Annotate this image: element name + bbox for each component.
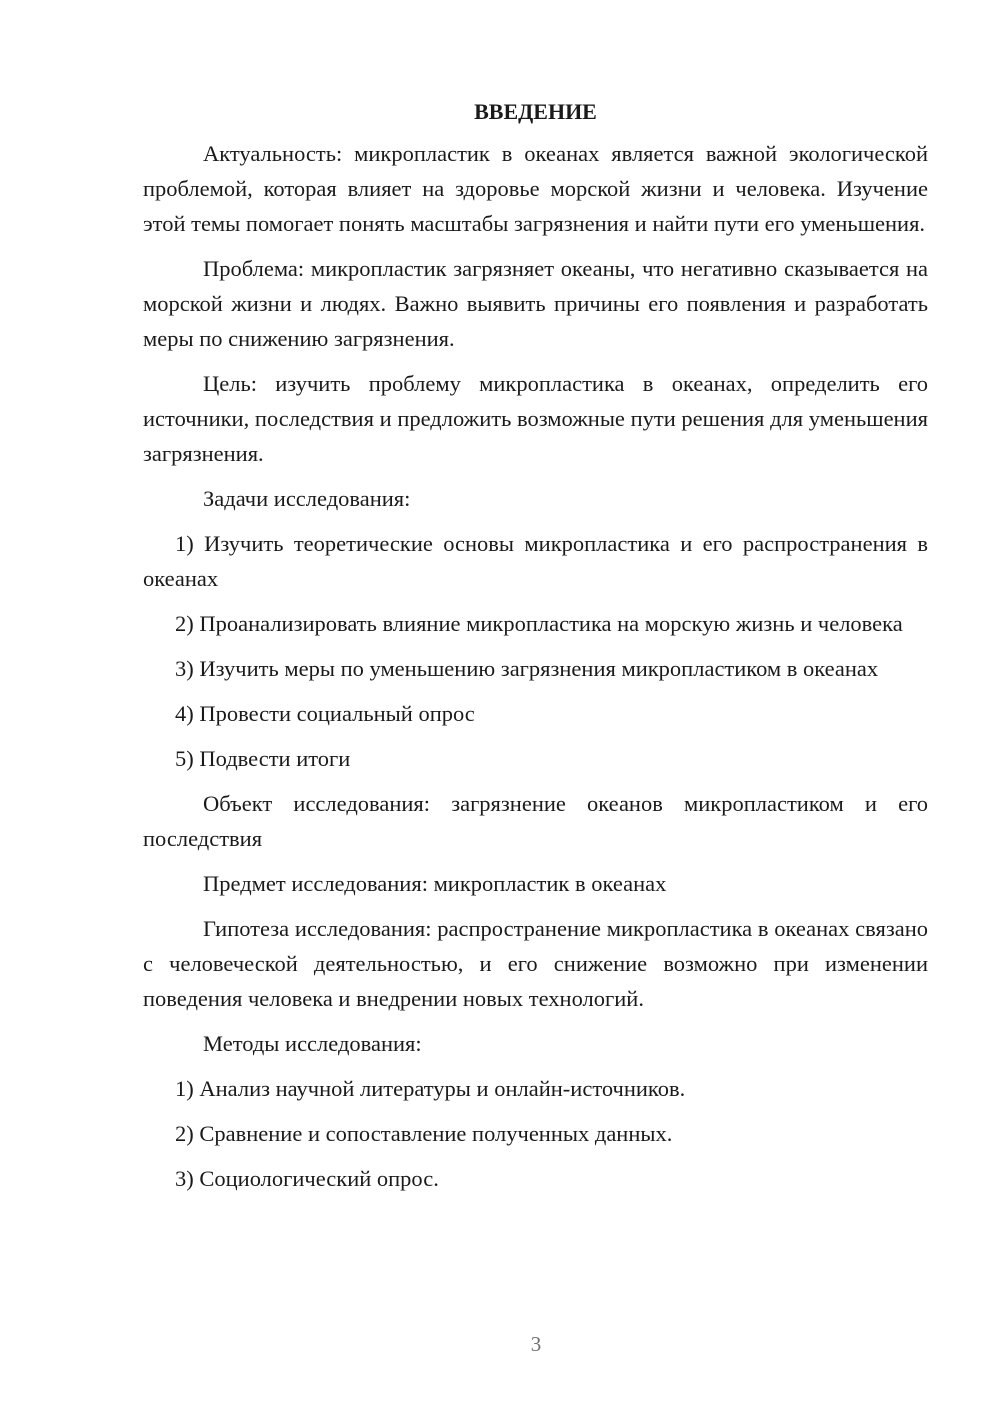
task-item-4: 4) Провести социальный опрос bbox=[175, 701, 475, 726]
paragraph-goal: Цель: изучить проблему микропластика в океанах, определить его источники, последствия и предложить возможные пути решения для уменьшения загрязнения. bbox=[143, 371, 928, 466]
paragraph-problem: Проблема: микропластик загрязняет океаны, что негативно сказывается на морской жизни и людях. Важно выявить причины его появления и разработать меры по снижению загрязнения. bbox=[143, 256, 928, 351]
paragraph-subject: Предмет исследования: микропластик в океанах bbox=[203, 871, 667, 896]
section-title: ВВЕДЕНИЕ bbox=[474, 99, 597, 124]
method-item-2: 2) Сравнение и сопоставление полученных данных. bbox=[175, 1121, 673, 1146]
paragraph-tasks-heading: Задачи исследования: bbox=[203, 486, 411, 511]
method-item-1: 1) Анализ научной литературы и онлайн-источников. bbox=[175, 1076, 686, 1101]
page-number: 3 bbox=[530, 1332, 542, 1356]
document-body bbox=[143, 96, 928, 1206]
paragraph-hypothesis: Гипотеза исследования: распространение микропластика в океанах связано с человеческой деятельностью, и его снижение возможно при изменении поведения человека и внедрении новых технологий. bbox=[143, 916, 928, 1011]
task-item-1: 1) Изучить теоретические основы микропластика и его распространения в океанах bbox=[143, 531, 928, 591]
paragraph-methods-heading: Методы исследования: bbox=[203, 1031, 422, 1056]
method-item-3: 3) Социологический опрос. bbox=[175, 1166, 439, 1191]
paragraph-object: Объект исследования: загрязнение океанов микропластиком и его последствия bbox=[143, 791, 928, 851]
task-item-3: 3) Изучить меры по уменьшению загрязнения микропластиком в океанах bbox=[175, 656, 879, 681]
task-item-2: 2) Проанализировать влияние микропластика на морскую жизнь и человека bbox=[175, 611, 903, 636]
task-item-5: 5) Подвести итоги bbox=[175, 746, 351, 771]
paragraph-relevance: Актуальность: микропластик в океанах является важной экологической проблемой, которая влияет на здоровье морской жизни и человека. Изучение этой темы помогает понять масштабы загрязнения и найти пути его уменьшения. bbox=[143, 141, 928, 236]
